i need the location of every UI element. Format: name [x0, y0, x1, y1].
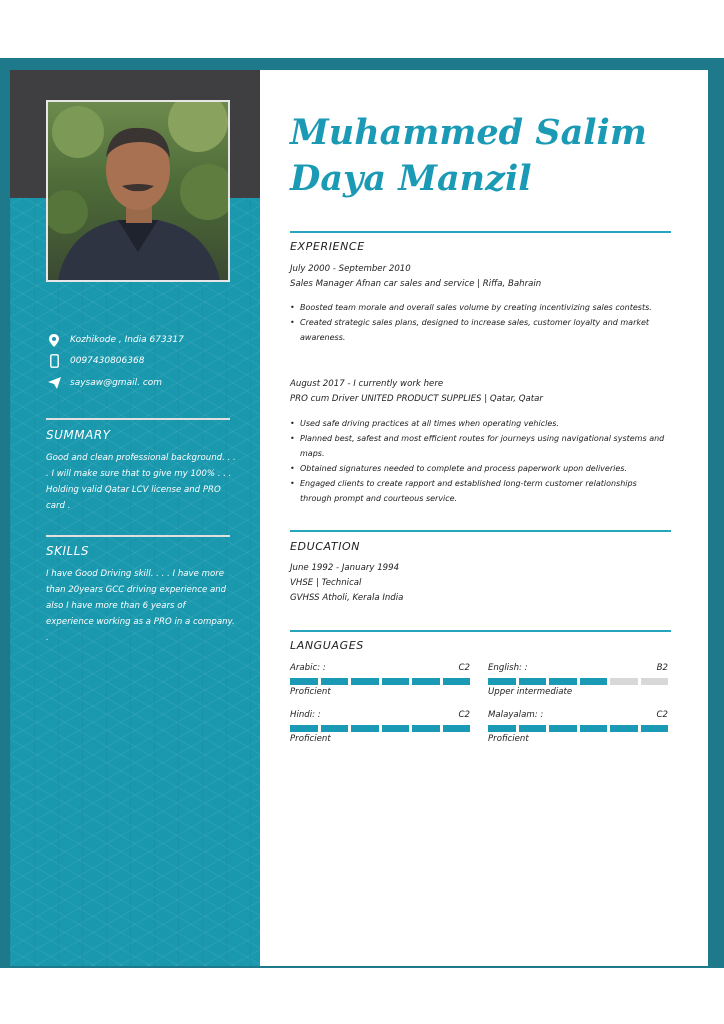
level-segment-filled [351, 678, 379, 685]
level-segment-filled [412, 678, 440, 685]
list-item: • Obtained signatures needed to complete and process paperwork upon deliveries. [290, 461, 668, 476]
language-level: Proficient [488, 734, 529, 744]
level-segment-filled [580, 678, 608, 685]
language-level-bar [290, 725, 470, 732]
level-segment-filled [321, 725, 349, 732]
list-item: • Boosted team morale and overall sales volume by creating incentivizing sales contests. [290, 300, 668, 315]
level-segment-filled [519, 678, 547, 685]
level-segment-filled [443, 725, 471, 732]
language-level: Proficient [290, 734, 331, 744]
level-segment-filled [382, 725, 410, 732]
level-segment-filled [519, 725, 547, 732]
level-segment-filled [290, 725, 318, 732]
job-title: PRO cum Driver UNITED PRODUCT SUPPLIES | Qatar, Qatar [290, 394, 543, 404]
language-name: Arabic: : [290, 663, 326, 673]
summary-heading: SUMMARY [46, 428, 111, 442]
languages-heading: LANGUAGES [290, 639, 364, 652]
list-item: • Created strategic sales plans, designed to increase sales, customer loyalty and market awareness. [290, 315, 668, 345]
language-level: Proficient [290, 687, 331, 697]
phone-icon [46, 354, 62, 368]
profile-photo [46, 100, 230, 282]
language-name: English: : [488, 663, 528, 673]
language-item [290, 663, 470, 697]
level-segment-filled [488, 725, 516, 732]
page-title: Muhammed Salim Daya Manzil [290, 112, 647, 199]
job-title: Sales Manager Afnan car sales and service | Riffa, Bahrain [290, 279, 542, 289]
phone-text[interactable]: 00974308063​68 [70, 356, 145, 366]
job-bullets [290, 416, 668, 506]
education-heading: EDUCATION [290, 540, 361, 553]
language-level: Upper intermediate [488, 687, 573, 697]
language-name: Malayalam: : [488, 710, 544, 720]
summary-text: Good and clean professional background. . . . I will make sure that to give my 100% . . . Holding valid Qatar LCV license and PRO card . [46, 453, 236, 511]
job-dates: July 2000 - September 2010 [290, 264, 411, 274]
level-segment-empty [641, 678, 669, 685]
language-code: B2 [656, 663, 668, 673]
job-dates: August 2017 - I currently work here [290, 379, 444, 389]
level-segment-filled [641, 725, 669, 732]
level-segment-filled [580, 725, 608, 732]
skills-heading: SKILLS [46, 544, 90, 558]
language-level-bar [488, 678, 668, 685]
level-segment-filled [290, 678, 318, 685]
level-segment-filled [321, 678, 349, 685]
sidebar-divider [46, 535, 230, 537]
level-segment-filled [382, 678, 410, 685]
contact-location [46, 333, 246, 347]
language-item [488, 710, 668, 744]
contact-email [46, 376, 246, 390]
education-degree: VHSE | Technical [290, 578, 362, 588]
level-segment-filled [549, 725, 577, 732]
send-icon [46, 376, 62, 390]
education-dates: June 1992 - January 1994 [290, 563, 400, 573]
level-segment-filled [412, 725, 440, 732]
level-segment-filled [351, 725, 379, 732]
experience-heading: EXPERIENCE [290, 240, 365, 253]
language-item [290, 710, 470, 744]
skills-text: I have Good Driving skill. . . . I have more than 20years GCC driving experience and also I have more than 6 years of experience working as a PRO in a company. . [46, 569, 235, 643]
level-segment-filled [610, 725, 638, 732]
level-segment-filled [488, 678, 516, 685]
language-code: C2 [458, 663, 470, 673]
language-code: C2 [458, 710, 470, 720]
language-level-bar [290, 678, 470, 685]
section-rule [290, 530, 671, 532]
section-rule [290, 630, 671, 632]
email-link[interactable]: saysaw@gmail. com [70, 378, 163, 388]
contact-phone [46, 354, 246, 368]
list-item: • Planned best, safest and most efficient routes for journeys using navigational systems and maps. [290, 431, 668, 461]
location-text: Kozhikode , India 673317 [70, 335, 184, 345]
list-item: • Used safe driving practices at all times when operating vehicles. [290, 416, 668, 431]
education-school: GVHSS Atholi, Kerala India [290, 593, 404, 603]
list-item: • Engaged clients to create rapport and established long-term customer relationships through prompt and courteous service. [290, 476, 668, 506]
level-segment-filled [549, 678, 577, 685]
language-code: C2 [656, 710, 668, 720]
level-segment-filled [443, 678, 471, 685]
language-item [488, 663, 668, 697]
sidebar-divider [46, 418, 230, 420]
language-name: Hindi: : [290, 710, 321, 720]
job-bullets [290, 300, 668, 345]
map-pin-icon [46, 333, 62, 347]
language-level-bar [488, 725, 668, 732]
main-content [260, 70, 708, 966]
level-segment-empty [610, 678, 638, 685]
sidebar [10, 70, 260, 966]
section-rule [290, 231, 671, 233]
